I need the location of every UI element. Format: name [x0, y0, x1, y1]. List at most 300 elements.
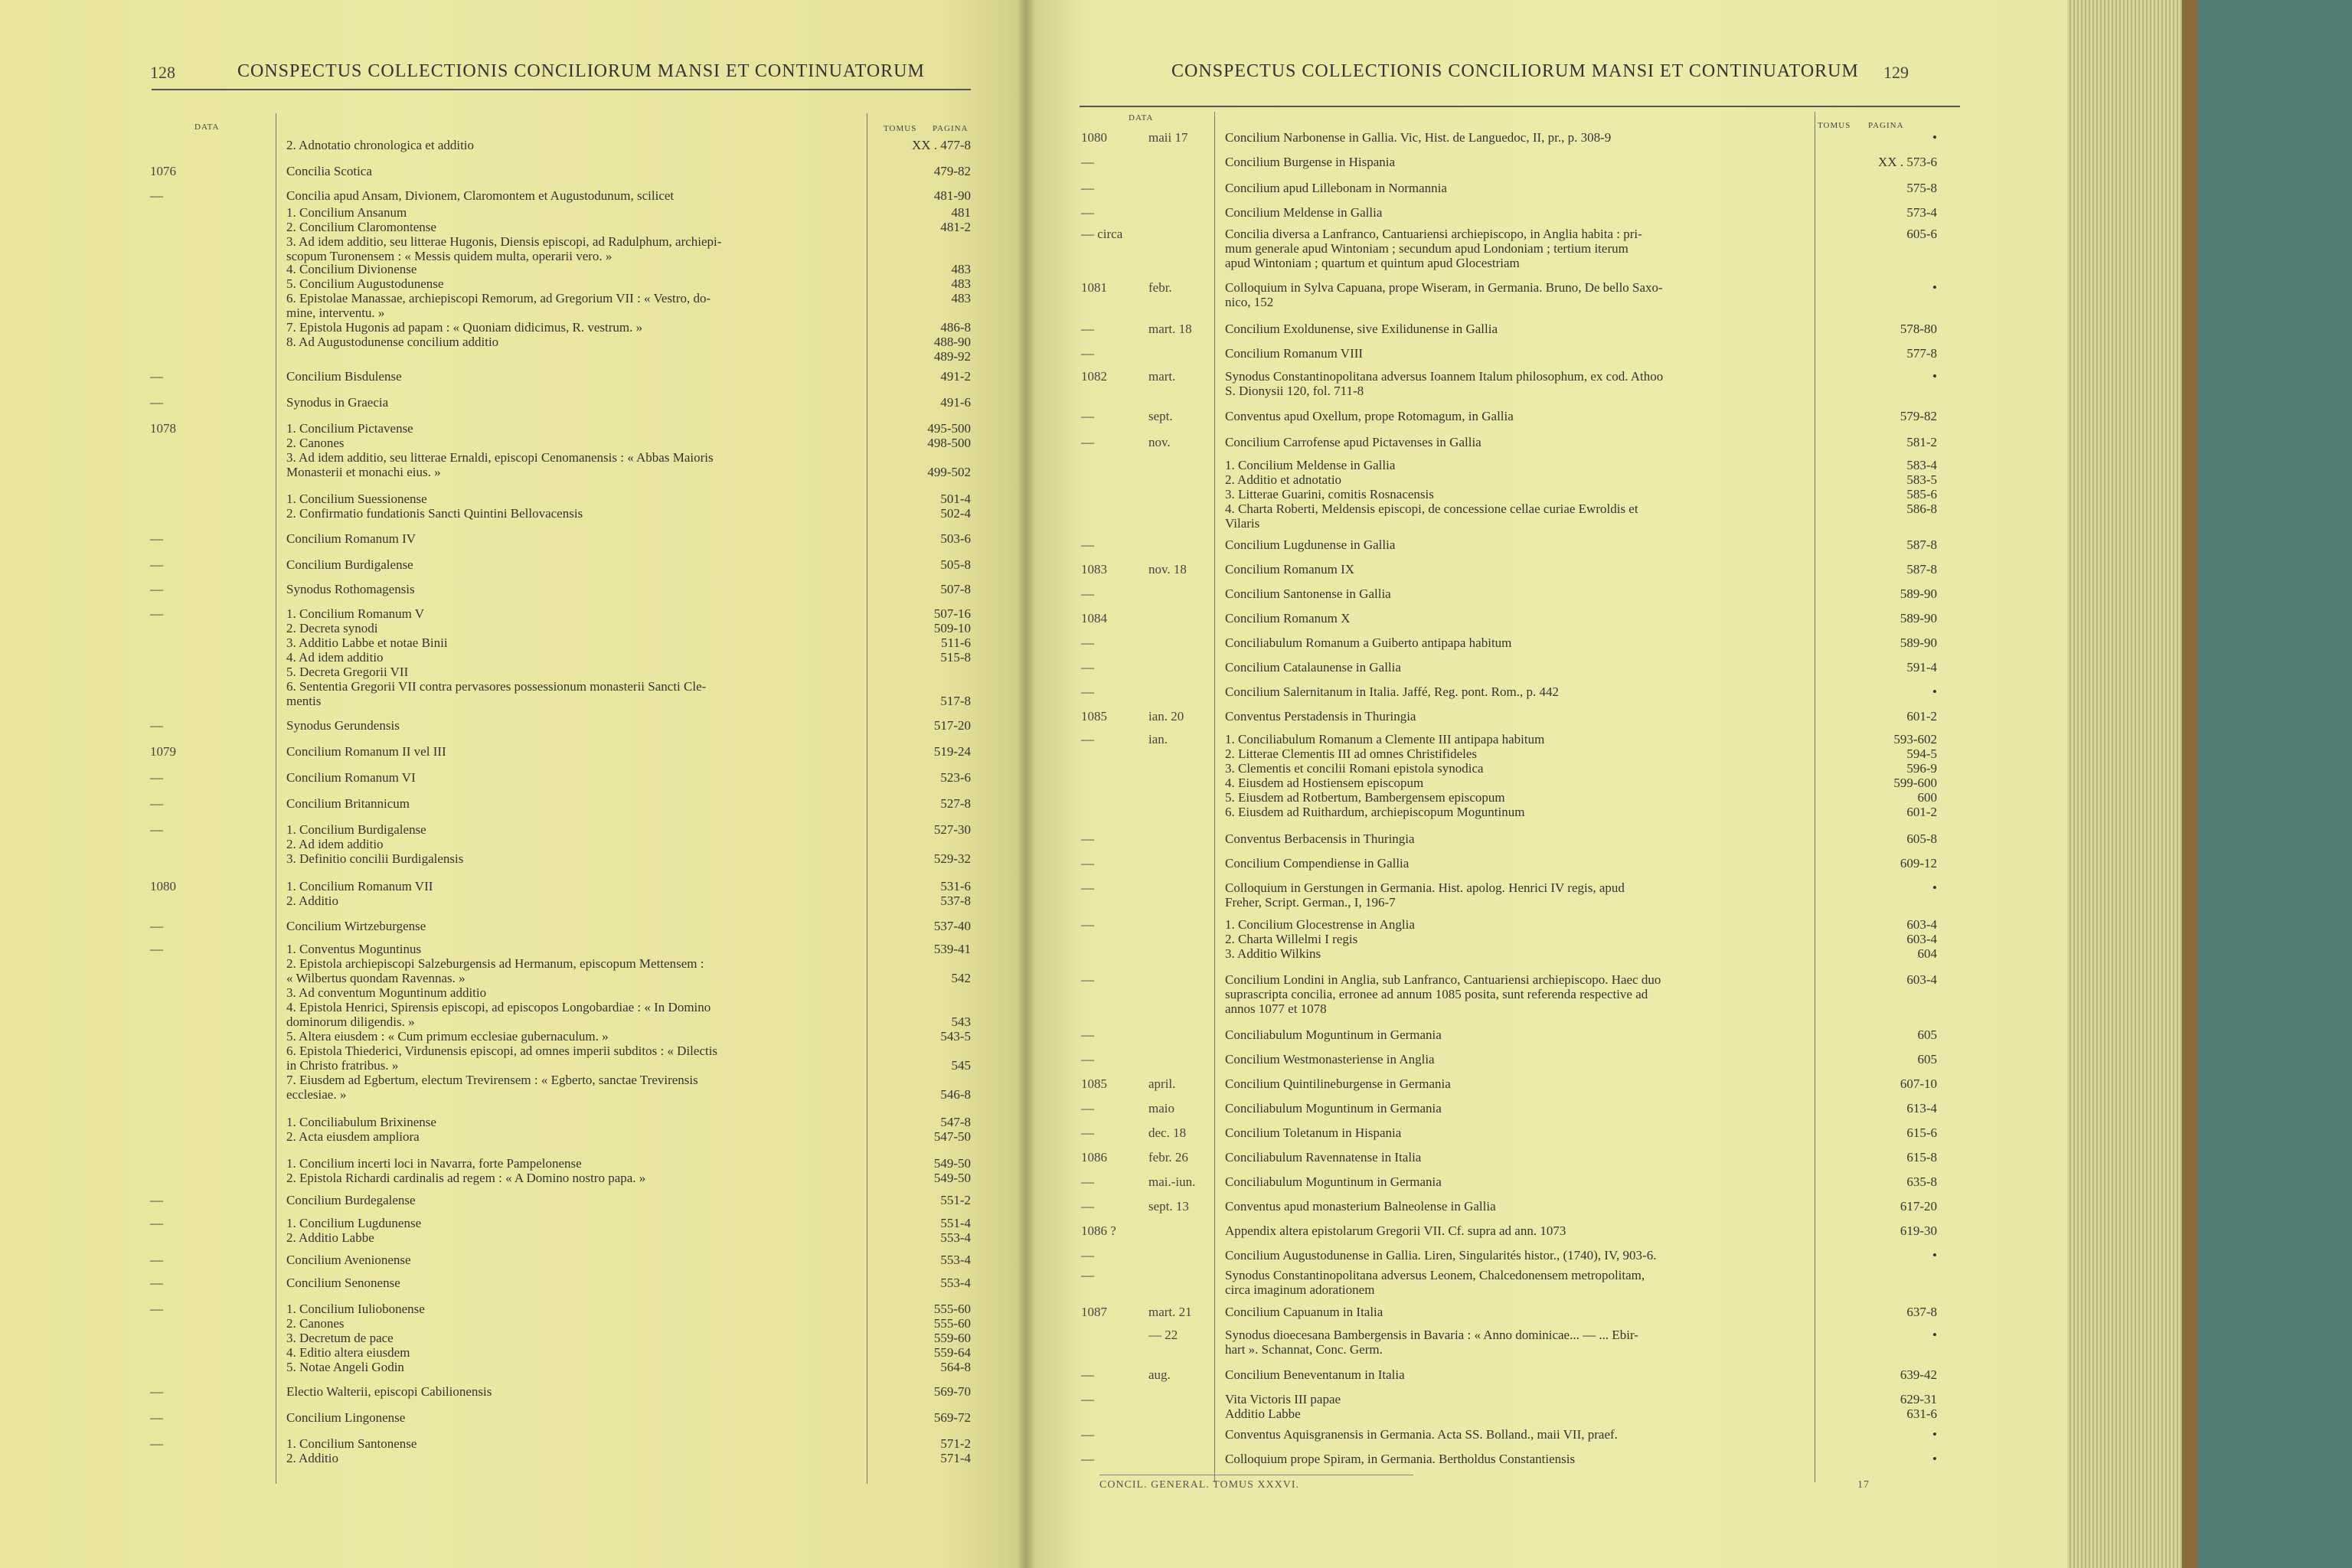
- entry-ref: 607-10: [1900, 1076, 1937, 1091]
- entry-date: 1082: [1081, 369, 1107, 384]
- entry-ref: 551-2: [940, 1193, 971, 1207]
- entry-title: 1. Concilium Pictavense 2. Canones 3. Ad idem additio, seu litterae Ernaldi, episcopi Cenomanensis : « Abbas Maioris Monasterii et monachi eius. »: [286, 421, 714, 479]
- entry-title: Conventus Perstadensis in Thuringia: [1225, 709, 1416, 724]
- entry-ref: 629-31 631-6: [1900, 1392, 1937, 1421]
- right-head-rule: [1080, 106, 1960, 107]
- entry-row: [1026, 1223, 2021, 1239]
- entry-day: sept.: [1148, 409, 1173, 423]
- entry-date: —: [1081, 732, 1094, 746]
- entry-ref: 527-8: [940, 796, 971, 811]
- entry-date: 1085: [1081, 709, 1107, 724]
- entry-title: Synodus in Graecia: [286, 395, 389, 410]
- entry-date: 1081: [1081, 280, 1107, 295]
- entry-ref: 591-4: [1906, 660, 1937, 675]
- left-col-head-data: DATA: [194, 122, 220, 132]
- entry-row: [1026, 1125, 2021, 1141]
- entry-row: [1026, 1101, 2021, 1116]
- entry-title: Concilium Santonense in Gallia: [1225, 586, 1391, 601]
- entry-title: 1. Concilium Iuliobonense 2. Canones 3. Decretum de pace 4. Editio altera eiusdem 5. Notae Angeli Godin: [286, 1302, 425, 1374]
- entry-row: [0, 395, 995, 410]
- entry-title: Concilium Lugdunense in Gallia: [1225, 537, 1396, 552]
- entry-ref: 569-70: [933, 1384, 971, 1399]
- entry-row: [1026, 1367, 2021, 1383]
- entry-title: Conciliabulum Moguntinum in Germania: [1225, 1174, 1442, 1189]
- entry-ref: 589-90: [1900, 586, 1937, 601]
- entry-ref: •: [1932, 1427, 1937, 1442]
- entry-date: —: [1081, 635, 1094, 650]
- entry-date: —: [150, 369, 163, 384]
- entry-day: — 22: [1148, 1328, 1178, 1342]
- entry-title: 1. Concilium Burdigalense 2. Ad idem additio 3. Definitio concilii Burdigalensis: [286, 822, 464, 866]
- entry-date: —: [1081, 856, 1094, 871]
- entry-ref: 517-20: [933, 718, 971, 733]
- entry-ref: 479-82: [933, 164, 971, 178]
- entry-ref: 639-42: [1900, 1367, 1937, 1382]
- entry-title: Concilium Romanum IX: [1225, 562, 1355, 577]
- entry-ref: 505-8: [940, 557, 971, 572]
- entry-date: —: [150, 1302, 163, 1316]
- entry-date: —: [150, 1276, 163, 1290]
- entry-title: Concilia diversa a Lanfranco, Cantuariensi archiepiscopo, in Anglia habita : pri- mum generale apud Wintoniam ; secundum apud Londoniam ; tertium iterum apud Wintoniam ; quartum et quintum apud Glocestriam: [1225, 227, 1642, 270]
- entry-title: Conventus apud monasterium Balneolense in Gallia: [1225, 1199, 1496, 1214]
- entry-row: [1026, 732, 2021, 821]
- entry-title: 1. Concilium Ansanum 2. Concilium Claromontense 3. Ad idem additio, seu litterae Hugonis, Diensis episcopi, ad Radulphum, archiepi- scopum Turonensem : « Messis quidem multa, operarii vero. »: [286, 205, 722, 263]
- left-col-head-pagina: PAGINA: [933, 124, 969, 133]
- entry-title: Concilium Romanum IV: [286, 531, 416, 546]
- right-col-head-tomus: TOMUS: [1818, 121, 1851, 130]
- entry-row: [1026, 409, 2021, 424]
- entry-ref: •: [1932, 1328, 1937, 1342]
- entry-title: Conciliabulum Moguntinum in Germania: [1225, 1027, 1442, 1042]
- left-head-rule: [152, 89, 971, 90]
- right-running-head: CONSPECTUS COLLECTIONIS CONCILIORUM MANSI ET CONTINUATORUM: [1171, 61, 1859, 81]
- entry-date: 1086: [1081, 1150, 1107, 1165]
- right-col-head-pagina: PAGINA: [1868, 121, 1904, 130]
- entry-date: —: [1081, 1199, 1094, 1214]
- page-edges: [2067, 0, 2182, 1568]
- entry-ref: 577-8: [1906, 346, 1937, 361]
- entry-title: Synodus Rothomagensis: [286, 582, 415, 596]
- entry-date: —: [150, 395, 163, 410]
- entry-title: Concilium Londini in Anglia, sub Lanfranco, Cantuariensi archiepiscopo. Haec duo suprascripta concilia, erronee ad annum 1085 posita, sunt referenda respective ad annos 1077 et 1078: [1225, 972, 1661, 1016]
- entry-title: Vita Victoris III papae Additio Labbe: [1225, 1392, 1341, 1421]
- entry-title: 1. Concilium incerti loci in Navarra, forte Pampelonense 2. Epistola Richardi cardinalis ad regem : « A Domino nostro papa. »: [286, 1156, 646, 1185]
- entry-row: [0, 606, 995, 709]
- entry-row: [1026, 972, 2021, 1018]
- entry-date: —: [1081, 322, 1094, 336]
- entry-ref: 551-4 553-4: [940, 1216, 971, 1245]
- entry-row: [1026, 684, 2021, 700]
- entry-title: Colloquium prope Spiram, in Germania. Bertholdus Constantiensis: [1225, 1452, 1576, 1466]
- entry-title: Conventus apud Oxellum, prope Rotomagum, in Gallia: [1225, 409, 1514, 423]
- entry-ref: XX . 477-8: [912, 138, 971, 152]
- entry-date: —: [1081, 1392, 1094, 1406]
- entry-title: Concilia Scotica: [286, 164, 372, 178]
- entry-date: —: [150, 188, 163, 203]
- entry-ref: 569-72: [933, 1410, 971, 1425]
- entry-row: [0, 492, 995, 522]
- entry-day: maio: [1148, 1101, 1174, 1116]
- entry-day: mai.-iun.: [1148, 1174, 1196, 1189]
- entry-row: [1026, 562, 2021, 577]
- entry-title: 1. Concilium Santonense 2. Additio: [286, 1436, 417, 1465]
- entry-ref: 553-4: [940, 1253, 971, 1267]
- entry-ref: 605: [1917, 1052, 1937, 1067]
- entry-date: —: [1081, 346, 1094, 361]
- entry-date: —: [1081, 660, 1094, 675]
- entry-date: —: [1081, 1367, 1094, 1382]
- entry-row: [0, 1253, 995, 1268]
- entry-row: [1026, 280, 2021, 311]
- entry-title: 1. Conventus Moguntinus 2. Epistola archiepiscopi Salzeburgensis ad Hermanum, episcopum Mettensem : « Wilbertus quondam Ravennas. » 3. Ad conventum Moguntinum additio 4. Epistola Henrici, Spirensis episcopi, ad episcopos Longobardiae : « In Domino dominorum diligendis. » 5. Altera eiusdem : « Cum primum ecclesiae gubernaculum. » 6. Epistola Thiederici, Virdunensis episcopi, ad omnes imperii subditos : « Dilectis in Christo fratribus. » 7. Eiusdem ad Egbertum, electum Trevirensem : « Egberto, sanctae Trevirensis ecclesiae. »: [286, 942, 718, 1102]
- entry-row: [0, 1193, 995, 1208]
- entry-ref: 519-24: [933, 744, 971, 759]
- entry-row: [1026, 1199, 2021, 1214]
- entry-title: 1. Conciliabulum Romanum a Clemente III antipapa habitum 2. Litterae Clementis III ad omnes Christifideles 3. Clementis et concilii Romani epistola synodica 4. Eiusdem ad Hostiensem episcopum 5. Eiusdem ad Rotbertum, Bambergensem episcopum 6. Eiusdem ad Ruithardum, archiepiscopum Moguntinum: [1225, 732, 1545, 819]
- entry-ref: 483 483 483 486-8 488-90 489-92: [933, 262, 971, 364]
- entry-date: —: [150, 1253, 163, 1267]
- entry-title: Concilium Romanum VI: [286, 770, 416, 785]
- entry-title: 1. Concilium Romanum V 2. Decreta synodi 3. Additio Labbe et notae Binii 4. Ad idem additio 5. Decreta Gregorii VII 6. Sententia Gregorii VII contra pervasores possessionum monasterii Sancti Cle- mentis: [286, 606, 707, 708]
- entry-title: Colloquium in Gerstungen in Germania. Hist. apolog. Henrici IV regis, apud Freher, Script. German., I, 196-7: [1225, 880, 1625, 910]
- entry-date: —: [1081, 1027, 1094, 1042]
- entry-ref: 579-82: [1900, 409, 1937, 423]
- entry-title: Synodus dioecesana Bambergensis in Bavaria : « Anno dominicae... — ... Ebir- hart ». Schannat, Conc. Germ.: [1225, 1328, 1638, 1357]
- entry-date: —: [1081, 917, 1094, 932]
- entry-title: 1. Concilium Meldense in Gallia 2. Additio et adnotatio 3. Litterae Guarini, comitis Rosnacensis 4. Charta Roberti, Meldensis episcopi, de concessione cellae curiae Ewroldis et Vilaris: [1225, 458, 1638, 531]
- entry-title: Concilium Britannicum: [286, 796, 410, 811]
- entry-day: mart.: [1148, 369, 1176, 384]
- entry-ref: 495-500 498-500 499-502: [927, 421, 971, 479]
- entry-row: [0, 1410, 995, 1426]
- entry-title: 2. Adnotatio chronologica et additio: [286, 138, 475, 152]
- entry-title: Conciliabulum Moguntinum in Germania: [1225, 1101, 1442, 1116]
- entry-day: mart. 21: [1148, 1305, 1192, 1319]
- entry-row: [1026, 346, 2021, 361]
- entry-ref: 537-40: [933, 919, 971, 933]
- entry-date: —: [1081, 205, 1094, 220]
- entry-ref: •: [1932, 369, 1937, 384]
- entry-ref: 523-6: [940, 770, 971, 785]
- entry-date: 1076: [150, 164, 176, 178]
- entry-row: [1026, 1268, 2021, 1298]
- entry-date: —: [1081, 1052, 1094, 1067]
- entry-day: febr. 26: [1148, 1150, 1188, 1165]
- entry-row: [1026, 1174, 2021, 1190]
- entry-row: [0, 1436, 995, 1467]
- entry-date: 1080: [150, 879, 176, 893]
- entry-title: Electio Walterii, episcopi Cabilionensis: [286, 1384, 492, 1399]
- entry-day: nov.: [1148, 435, 1171, 449]
- entry-row: [0, 1115, 995, 1145]
- entry-title: Colloquium in Sylva Capuana, prope Wiseram, in Germania. Bruno, De bello Saxo- nico, 152: [1225, 280, 1663, 309]
- entry-title: Concilium apud Lillebonam in Normannia: [1225, 181, 1447, 195]
- entry-ref: 507-16 509-10 511-6 515-8 517-8: [933, 606, 971, 708]
- entry-ref: •: [1932, 280, 1937, 295]
- right-page-number: 129: [1883, 63, 1909, 82]
- entry-date: 1078: [150, 421, 176, 436]
- entry-ref: •: [1932, 684, 1937, 699]
- entry-row: [1026, 917, 2021, 963]
- entry-ref: •: [1932, 880, 1937, 895]
- entry-date: —: [150, 770, 163, 785]
- entry-row: [1026, 1427, 2021, 1442]
- entry-row: [0, 744, 995, 760]
- entry-row: [1026, 181, 2021, 196]
- entry-row: [1026, 831, 2021, 847]
- entry-row: [0, 1302, 995, 1375]
- left-page-number: 128: [150, 63, 175, 82]
- entry-date: 1087: [1081, 1305, 1107, 1319]
- entry-ref: 605: [1917, 1027, 1937, 1042]
- entry-date: 1079: [150, 744, 176, 759]
- entry-day: nov. 18: [1148, 562, 1187, 577]
- entry-row: [0, 164, 995, 179]
- entry-date: —: [1081, 1248, 1094, 1263]
- entry-row: [1026, 1452, 2021, 1467]
- entry-ref: 587-8: [1906, 537, 1937, 552]
- entry-day: aug.: [1148, 1367, 1171, 1382]
- entry-title: Concilium Romanum X: [1225, 611, 1351, 626]
- entry-row: [0, 138, 995, 153]
- left-page: [0, 0, 1026, 1568]
- entry-row: [1026, 1392, 2021, 1423]
- entry-title: Synodus Constantinopolitana adversus Leonem, Chalcedonensem metropolitam, circa imaginum adorationem: [1225, 1268, 1645, 1297]
- entry-ref: 613-4: [1906, 1101, 1937, 1116]
- entry-ref: 578-80: [1900, 322, 1937, 336]
- entry-row: [1026, 205, 2021, 220]
- entry-title: Conciliabulum Ravennatense in Italia: [1225, 1150, 1422, 1165]
- entry-row: [0, 531, 995, 547]
- entry-ref: 603-4 603-4 604: [1906, 917, 1937, 961]
- entry-row: [1026, 1328, 2021, 1358]
- entry-date: —: [150, 942, 163, 956]
- entry-ref: •: [1932, 130, 1937, 145]
- entry-date: —: [1081, 181, 1094, 195]
- entry-ref: •: [1932, 1248, 1937, 1263]
- entry-title: Concilium Carrofense apud Pictavenses in Gallia: [1225, 435, 1481, 449]
- entry-day: ian. 20: [1148, 709, 1184, 724]
- entry-row: [1026, 369, 2021, 400]
- entry-date: —: [150, 1410, 163, 1425]
- entry-ref: 581-2: [1906, 435, 1937, 449]
- entry-row: [0, 879, 995, 910]
- entry-title: Synodus Constantinopolitana adversus Ioannem Italum philosophum, ex cod. Athoo S. Dionysii 120, fol. 711-8: [1225, 369, 1664, 398]
- entry-ref: 589-90: [1900, 635, 1937, 650]
- entry-title: Conventus Aquisgranensis in Germania. Acta SS. Bolland., maii VII, praef.: [1225, 1427, 1618, 1442]
- entry-row: [0, 1216, 995, 1246]
- entry-row: [1026, 1027, 2021, 1043]
- entry-ref: •: [1932, 1452, 1937, 1466]
- entry-ref: 481 481-2: [940, 205, 971, 234]
- entry-title: 1. Conciliabulum Brixinense 2. Acta eiusdem ampliora: [286, 1115, 436, 1144]
- entry-ref: 635-8: [1906, 1174, 1937, 1189]
- entry-date: —: [150, 919, 163, 933]
- entry-row: [1026, 1248, 2021, 1263]
- entry-day: april.: [1148, 1076, 1176, 1091]
- entry-title: Concilium Avenionense: [286, 1253, 411, 1267]
- entry-title: 1. Concilium Romanum VII 2. Additio: [286, 879, 433, 908]
- entry-title: Concilium Burdegalense: [286, 1193, 416, 1207]
- entry-ref: 593-602 594-5 596-9 599-600 600 601-2: [1893, 732, 1937, 819]
- entry-row: [1026, 856, 2021, 871]
- entry-day: mart. 18: [1148, 322, 1192, 336]
- entry-title: Concilium Senonense: [286, 1276, 400, 1290]
- entry-title: Concilium Toletanum in Hispania: [1225, 1125, 1402, 1140]
- entry-row: [0, 942, 995, 1104]
- entry-title: Concilium Exoldunense, sive Exilidunense in Gallia: [1225, 322, 1498, 336]
- entry-ref: 527-30 529-32: [933, 822, 971, 866]
- entry-date: —: [150, 557, 163, 572]
- entry-date: —: [1081, 1452, 1094, 1466]
- footer-signature: CONCIL. GENERAL. TOMUS XXXVI.: [1099, 1479, 1300, 1491]
- entry-ref: 501-4 502-4: [940, 492, 971, 521]
- entry-row: [0, 582, 995, 597]
- entry-title: Concilium Beneventanum in Italia: [1225, 1367, 1405, 1382]
- entry-row: [1026, 1150, 2021, 1165]
- entry-row: [0, 822, 995, 868]
- entry-title: 4. Concilium Divionense 5. Concilium Augustodunense 6. Epistolae Manassae, archiepiscopi Remorum, ad Gregorium VII : « Vestro, do- mine, interventu. » 7. Epistola Hugonis ad papam : « Quoniam didicimus, R. vestrum. » 8. Ad Augustodunense concilium additio: [286, 262, 711, 349]
- entry-row: [1026, 130, 2021, 145]
- entry-title: Concilium Bisdulense: [286, 369, 402, 384]
- entry-ref: 615-6: [1906, 1125, 1937, 1140]
- entry-ref: 549-50 549-50: [933, 1156, 971, 1185]
- entry-ref: 587-8: [1906, 562, 1937, 577]
- entry-row: [0, 557, 995, 573]
- entry-title: Concilium Catalaunense in Gallia: [1225, 660, 1401, 675]
- entry-row: [0, 421, 995, 479]
- entry-date: —: [150, 1193, 163, 1207]
- entry-day: maii 17: [1148, 130, 1188, 145]
- entry-date: 1086 ?: [1081, 1223, 1116, 1238]
- entry-date: —: [1081, 684, 1094, 699]
- entry-row: [1026, 435, 2021, 450]
- entry-ref: 507-8: [940, 582, 971, 596]
- entry-ref: XX . 573-6: [1878, 155, 1937, 169]
- entry-date: —: [150, 1384, 163, 1399]
- entry-title: Concilium Narbonense in Gallia. Vic, Hist. de Languedoc, II, pr., p. 308-9: [1225, 130, 1612, 145]
- entry-date: —: [1081, 1268, 1094, 1282]
- entry-date: —: [1081, 155, 1094, 169]
- entry-title: Concilium Meldense in Gallia: [1225, 205, 1383, 220]
- entry-date: —: [1081, 586, 1094, 601]
- entry-date: —: [150, 531, 163, 546]
- entry-row: [1026, 1076, 2021, 1092]
- entry-title: Concilium Salernitanum in Italia. Jaffé, Reg. pont. Rom., p. 442: [1225, 684, 1559, 699]
- left-running-head: CONSPECTUS COLLECTIONIS CONCILIORUM MANSI ET CONTINUATORUM: [237, 61, 925, 81]
- entry-title: Concilium Romanum VIII: [1225, 346, 1364, 361]
- entry-ref: 617-20: [1900, 1199, 1937, 1214]
- entry-row: [0, 369, 995, 384]
- entry-date: —: [1081, 1427, 1094, 1442]
- entry-row: [0, 1384, 995, 1400]
- entry-title: 1. Concilium Glocestrense in Anglia 2. Charta Willelmi I regis 3. Additio Wilkins: [1225, 917, 1415, 961]
- entry-title: Concilium Burdigalense: [286, 557, 413, 572]
- entry-ref: 491-2: [940, 369, 971, 384]
- entry-ref: 555-60 555-60 559-60 559-64 564-8: [933, 1302, 971, 1374]
- entry-row: [0, 262, 995, 364]
- entry-row: [1026, 1305, 2021, 1320]
- entry-date: —: [150, 582, 163, 596]
- entry-ref: 573-4: [1906, 205, 1937, 220]
- entry-date: —: [150, 822, 163, 837]
- entry-row: [0, 718, 995, 733]
- entry-ref: 503-6: [940, 531, 971, 546]
- entry-title: Appendix altera epistolarum Gregorii VII. Cf. supra ad ann. 1073: [1225, 1223, 1566, 1238]
- entry-title: Concilia apud Ansam, Divionem, Claromontem et Augustodunum, scilicet: [286, 188, 675, 203]
- entry-date: 1084: [1081, 611, 1107, 626]
- entry-ref: 571-2 571-4: [940, 1436, 971, 1465]
- entry-row: [1026, 586, 2021, 602]
- entry-row: [1026, 458, 2021, 531]
- entry-ref: 615-8: [1906, 1150, 1937, 1165]
- entry-date: —: [1081, 1174, 1094, 1189]
- entry-row: [1026, 155, 2021, 170]
- entry-date: 1080: [1081, 130, 1107, 145]
- footer-signature-number: 17: [1857, 1479, 1870, 1491]
- entry-ref: 583-4 583-5 585-6 586-8: [1906, 458, 1937, 516]
- entry-date: 1085: [1081, 1076, 1107, 1091]
- entry-row: [1026, 227, 2021, 273]
- entry-day: dec. 18: [1148, 1125, 1187, 1140]
- right-page: [1026, 0, 2067, 1568]
- entry-ref: 553-4: [940, 1276, 971, 1290]
- entry-row: [1026, 537, 2021, 553]
- entry-row: [1026, 611, 2021, 626]
- entry-ref: 531-6 537-8: [940, 879, 971, 908]
- entry-date: —: [150, 796, 163, 811]
- entry-row: [1026, 880, 2021, 911]
- entry-title: Conventus Berbacensis in Thuringia: [1225, 831, 1415, 846]
- entry-ref: 481-90: [933, 188, 971, 203]
- entry-row: [0, 1276, 995, 1291]
- entry-title: 1. Concilium Suessionense 2. Confirmatio fundationis Sancti Quintini Bellovacensis: [286, 492, 583, 521]
- entry-ref: 539-41 542 543 543-5 545 546-8: [933, 942, 971, 1102]
- entry-date: —: [1081, 880, 1094, 895]
- entry-ref: 575-8: [1906, 181, 1937, 195]
- entry-date: 1083: [1081, 562, 1107, 577]
- entry-date: — circa: [1081, 227, 1123, 241]
- entry-title: Concilium Lingonense: [286, 1410, 406, 1425]
- entry-title: Synodus Gerundensis: [286, 718, 400, 733]
- entry-date: —: [1081, 435, 1094, 449]
- entry-title: Concilium Augustodunense in Gallia. Liren, Singularités histor., (1740), IV, 903-6.: [1225, 1248, 1657, 1263]
- entry-ref: 589-90: [1900, 611, 1937, 626]
- entry-ref: 491-6: [940, 395, 971, 410]
- entry-row: [1026, 660, 2021, 675]
- entry-row: [0, 1156, 995, 1187]
- entry-row: [1026, 1052, 2021, 1067]
- entry-date: —: [150, 606, 163, 621]
- entry-day: ian.: [1148, 732, 1168, 746]
- entry-date: —: [1081, 1125, 1094, 1140]
- entry-date: —: [150, 1216, 163, 1230]
- entry-row: [0, 919, 995, 934]
- entry-ref: 601-2: [1906, 709, 1937, 724]
- entry-row: [0, 188, 995, 204]
- left-col-head-tomus: TOMUS: [884, 124, 917, 133]
- entry-ref: 603-4: [1906, 972, 1937, 987]
- entry-row: [1026, 322, 2021, 337]
- right-col-head-data: DATA: [1129, 113, 1154, 122]
- entry-date: —: [1081, 972, 1094, 987]
- entry-title: Conciliabulum Romanum a Guiberto antipapa habitum: [1225, 635, 1512, 650]
- entry-title: Concilium Capuanum in Italia: [1225, 1305, 1383, 1319]
- entry-date: —: [1081, 831, 1094, 846]
- entry-title: Concilium Westmonasteriense in Anglia: [1225, 1052, 1435, 1067]
- entry-title: Concilium Quintilineburgense in Germania: [1225, 1076, 1451, 1091]
- entry-day: sept. 13: [1148, 1199, 1189, 1214]
